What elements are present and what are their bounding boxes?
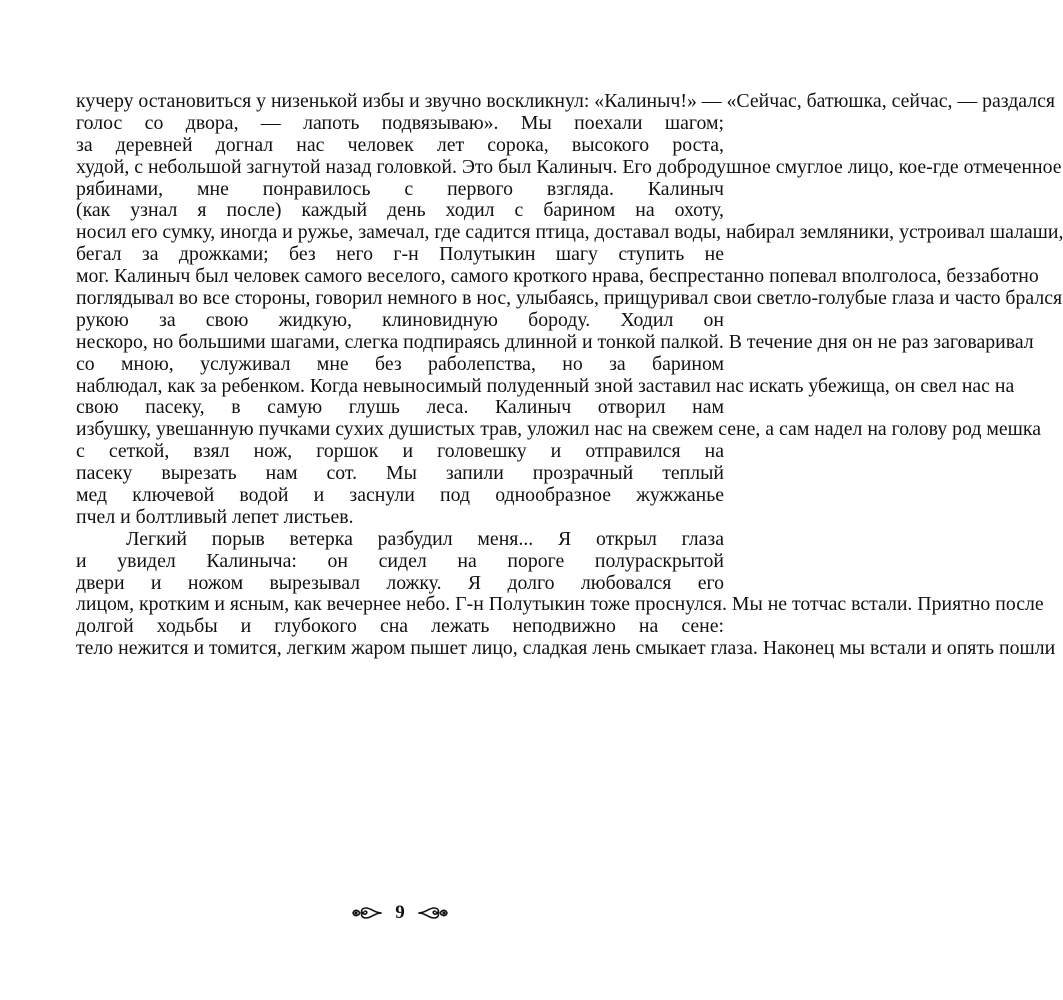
text-line: пасеку вырезать нам сот. Мы запили прозрачный теплый bbox=[76, 462, 724, 485]
text-line: (как узнал я после) каждый день ходил с барином на охоту, bbox=[76, 199, 724, 222]
text-line: пчел и болтливый лепет листьев. bbox=[76, 505, 354, 528]
text-line: со мною, услуживал мне без раболепства, но за барином bbox=[76, 352, 724, 375]
text-line: долгой ходьбы и глубокого сна лежать неподвижно на сене: bbox=[76, 615, 724, 638]
right-ornament-icon bbox=[417, 902, 449, 924]
page-footer bbox=[0, 898, 800, 928]
left-ornament-icon bbox=[351, 902, 383, 924]
text-line: кучеру остановиться у низенькой избы и звучно воскликнул: «Калиныч!» — «Сейчас, батюшка, сейчас, — раздался bbox=[76, 90, 1055, 112]
text-line: поглядывал во все стороны, говорил немного в нос, улыбаясь, прищуривал свои светло-голубые глаза и часто брался bbox=[76, 287, 1063, 310]
text-line: мед ключевой водой и заснули под однообразное жужжанье bbox=[76, 484, 724, 507]
text-line: наблюдал, как за ребенком. Когда невыносимый полуденный зной заставил нас искать убежища, он свел нас на bbox=[76, 374, 1015, 397]
text-line: за деревней догнал нас человек лет сорока, высокого роста, bbox=[76, 133, 724, 156]
text-line: тело нежится и томится, легким жаром пышет лицо, сладкая лень смыкает глаза. Наконец мы встали и опять пошли bbox=[76, 637, 1056, 660]
text-line: рукою за свою жидкую, клиновидную бороду. Ходил он bbox=[76, 308, 724, 331]
text-line: Легкий порыв ветерка разбудил меня... Я открыл глаза bbox=[126, 527, 724, 550]
text-line: и увидел Калиныча: он сидел на пороге полураскрытой bbox=[76, 549, 724, 572]
text-line: двери и ножом вырезывал ложку. Я долго любовался его bbox=[76, 571, 724, 594]
text-line: нескоро, но большими шагами, слегка подпираясь длинной и тонкой палкой. В течение дня он не раз заговаривал bbox=[76, 330, 1034, 353]
text-line: рябинами, мне понравилось с первого взгляда. Калиныч bbox=[76, 177, 724, 200]
page-number: 9 bbox=[395, 902, 405, 923]
text-line: носил его сумку, иногда и ружье, замечал, где садится птица, доставал воды, набирал земляники, устроивал шалаши, bbox=[76, 221, 1063, 244]
text-line: худой, с небольшой загнутой назад головкой. Это был Калиныч. Его добродушное смуглое лицо, кое-где отмеченное bbox=[76, 155, 1062, 178]
text-line: мог. Калиныч был человек самого веселого, самого кроткого нрава, беспрестанно попевал вполголоса, беззаботно bbox=[76, 265, 1039, 288]
text-line: лицом, кротким и ясным, как вечернее небо. Г-н Полутыкин тоже проснулся. Мы не тотчас встали. Приятно после bbox=[76, 593, 1044, 616]
text-line: голос со двора, — лапоть подвязываю». Мы поехали шагом; bbox=[76, 111, 724, 134]
text-line: с сеткой, взял нож, горшок и головешку и отправился на bbox=[76, 440, 724, 463]
text-line: бегал за дрожками; без него г-н Полутыкин шагу ступить не bbox=[76, 243, 724, 266]
text-line: избушку, увешанную пучками сухих душистых трав, уложил нас на свежем сене, а сам надел на голову род мешка bbox=[76, 418, 1041, 441]
page-text bbox=[76, 90, 1063, 660]
text-line: свою пасеку, в самую глушь леса. Калиныч отворил нам bbox=[76, 396, 724, 419]
